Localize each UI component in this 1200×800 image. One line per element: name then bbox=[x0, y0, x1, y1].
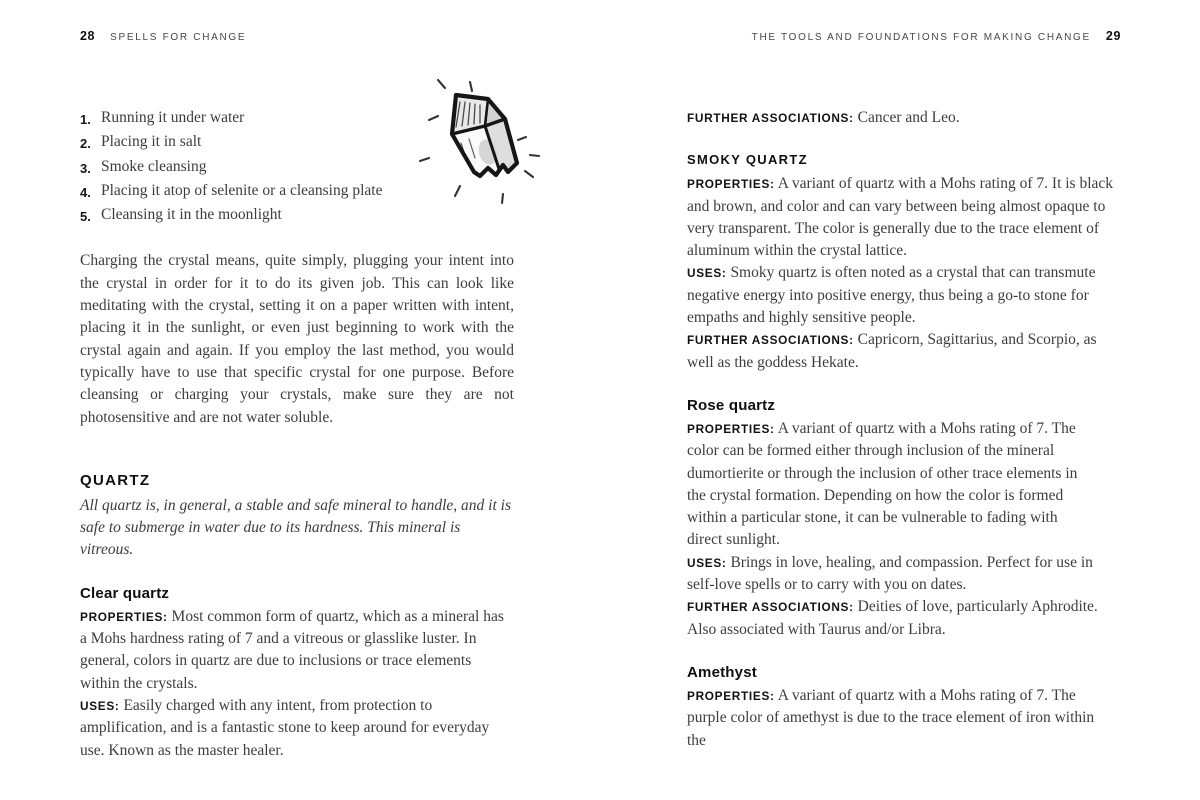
left-page bbox=[80, 107, 514, 762]
running-head-left bbox=[80, 29, 246, 43]
uses-label: USES: bbox=[687, 266, 727, 281]
list-item-text: Cleansing it in the moonlight bbox=[101, 206, 282, 224]
properties-paragraph bbox=[687, 173, 1115, 262]
uses-paragraph bbox=[80, 695, 514, 762]
entry-amethyst bbox=[687, 663, 1115, 752]
further-associations-text: Deities of love, particularly Aphrodite. Also associated with Taurus and/or Libra. bbox=[687, 598, 1098, 638]
list-item-number: 2. bbox=[80, 136, 91, 152]
properties-label: PROPERTIES: bbox=[687, 177, 775, 192]
properties-paragraph bbox=[80, 606, 514, 695]
page-number-right: 29 bbox=[1105, 29, 1121, 43]
quartz-section-heading: QUARTZ bbox=[80, 471, 151, 489]
properties-paragraph bbox=[687, 418, 1091, 552]
associations-paragraph bbox=[687, 596, 1115, 641]
uses-label: USES: bbox=[80, 698, 120, 713]
running-head-right bbox=[752, 29, 1121, 43]
list-item-number: 4. bbox=[80, 184, 91, 200]
properties-text: A variant of quartz with a Mohs rating of 7. The color can be formed either through inclusion of the mineral dumortierite or through the inclusion of other trace elements in the crystal formation. Depending on how the color is formed within a particular stone, it can be vulnerable to fading with direct sunlight. bbox=[687, 419, 1078, 549]
properties-label: PROPERTIES: bbox=[687, 421, 775, 436]
further-associations-label: FURTHER ASSOCIATIONS: bbox=[687, 333, 854, 348]
entry-name: Clear quartz bbox=[80, 584, 170, 602]
list-item-text: Running it under water bbox=[101, 109, 245, 126]
properties-paragraph bbox=[687, 685, 1115, 752]
right-page bbox=[687, 107, 1115, 752]
entry-rose-quartz bbox=[687, 396, 1115, 641]
list-item-number: 3. bbox=[80, 160, 91, 176]
uses-text: Easily charged with any intent, from protection to amplification, and is a fantastic stone to keep around for everyday use. Known as the master healer. bbox=[80, 696, 490, 759]
list-item-text: Smoke cleansing bbox=[101, 157, 207, 175]
charging-paragraph: Charging the crystal means, quite simply, plugging your intent into the crystal in order for it to do its given job. This can look like meditating with the crystal, setting it on a paper written with intent, placing it in the sunlight, or even just beginning to work with the crystal again and again. If you employ the last method, you would typically have to use that specific crystal for one purpose. Before cleansing or charging your crystals, make sure they are not photosensitive and are not water soluble. bbox=[80, 252, 514, 426]
properties-text: A variant of quartz with a Mohs rating of 7. It is black and brown, and color and can vary between being almost opaque to very transparent. The color is generally due to the trace element of aluminum within the crystal lattice. bbox=[687, 175, 1114, 260]
list-item-text: Placing it atop of selenite or a cleansing plate bbox=[101, 181, 383, 199]
running-head-right-text: THE TOOLS AND FOUNDATIONS FOR MAKING CHANGE bbox=[751, 32, 1091, 43]
crystal-illustration bbox=[400, 55, 580, 235]
entry-name: SMOKY QUARTZ bbox=[687, 152, 808, 168]
list-item-text: Placing it in salt bbox=[101, 133, 202, 151]
page-number-left: 28 bbox=[80, 29, 96, 43]
running-head-left-text: SPELLS FOR CHANGE bbox=[110, 32, 247, 43]
quartz-section-intro: All quartz is, in general, a stable and safe mineral to handle, and it is safe to submerge in water due to its hardness. This mineral is vitreous. bbox=[80, 496, 511, 559]
properties-text: Most common form of quartz, which as a mineral has a Mohs hardness rating of 7 and a vitreous or glasslike luster. In general, colors in quartz are due to inclusions or trace elements within the crystals. bbox=[80, 607, 504, 692]
list-item-number: 1. bbox=[80, 112, 91, 127]
entry-clear-quartz bbox=[80, 584, 514, 762]
uses-text: Brings in love, healing, and compassion. Perfect for use in self-love spells or to carry with you on dates. bbox=[687, 553, 1093, 594]
entry-name: Rose quartz bbox=[687, 396, 776, 414]
crystal-sketch-icon bbox=[400, 55, 580, 235]
further-associations-label: FURTHER ASSOCIATIONS: bbox=[687, 111, 854, 125]
uses-paragraph bbox=[687, 552, 1115, 597]
list-item-number: 5. bbox=[80, 209, 91, 225]
uses-paragraph bbox=[687, 262, 1115, 329]
carryover-associations-paragraph bbox=[687, 107, 1115, 129]
properties-label: PROPERTIES: bbox=[80, 609, 168, 624]
uses-text: Smoky quartz is often noted as a crystal that can transmute negative energy into positive energy, thus being a go-to stone for empaths and highly sensitive people. bbox=[687, 264, 1096, 327]
uses-label: USES: bbox=[687, 555, 727, 570]
further-associations-text: Capricorn, Sagittarius, and Scorpio, as well as the goddess Hekate. bbox=[687, 331, 1097, 371]
properties-label: PROPERTIES: bbox=[687, 688, 775, 703]
associations-paragraph bbox=[687, 329, 1115, 374]
properties-text: A variant of quartz with a Mohs rating of 7. The purple color of amethyst is due to the trace element of iron within the bbox=[687, 686, 1095, 749]
further-associations-label: FURTHER ASSOCIATIONS: bbox=[687, 600, 854, 615]
entry-smoky-quartz bbox=[687, 151, 1115, 374]
further-associations-text: Cancer and Leo. bbox=[857, 109, 960, 126]
entry-name: Amethyst bbox=[687, 663, 757, 681]
